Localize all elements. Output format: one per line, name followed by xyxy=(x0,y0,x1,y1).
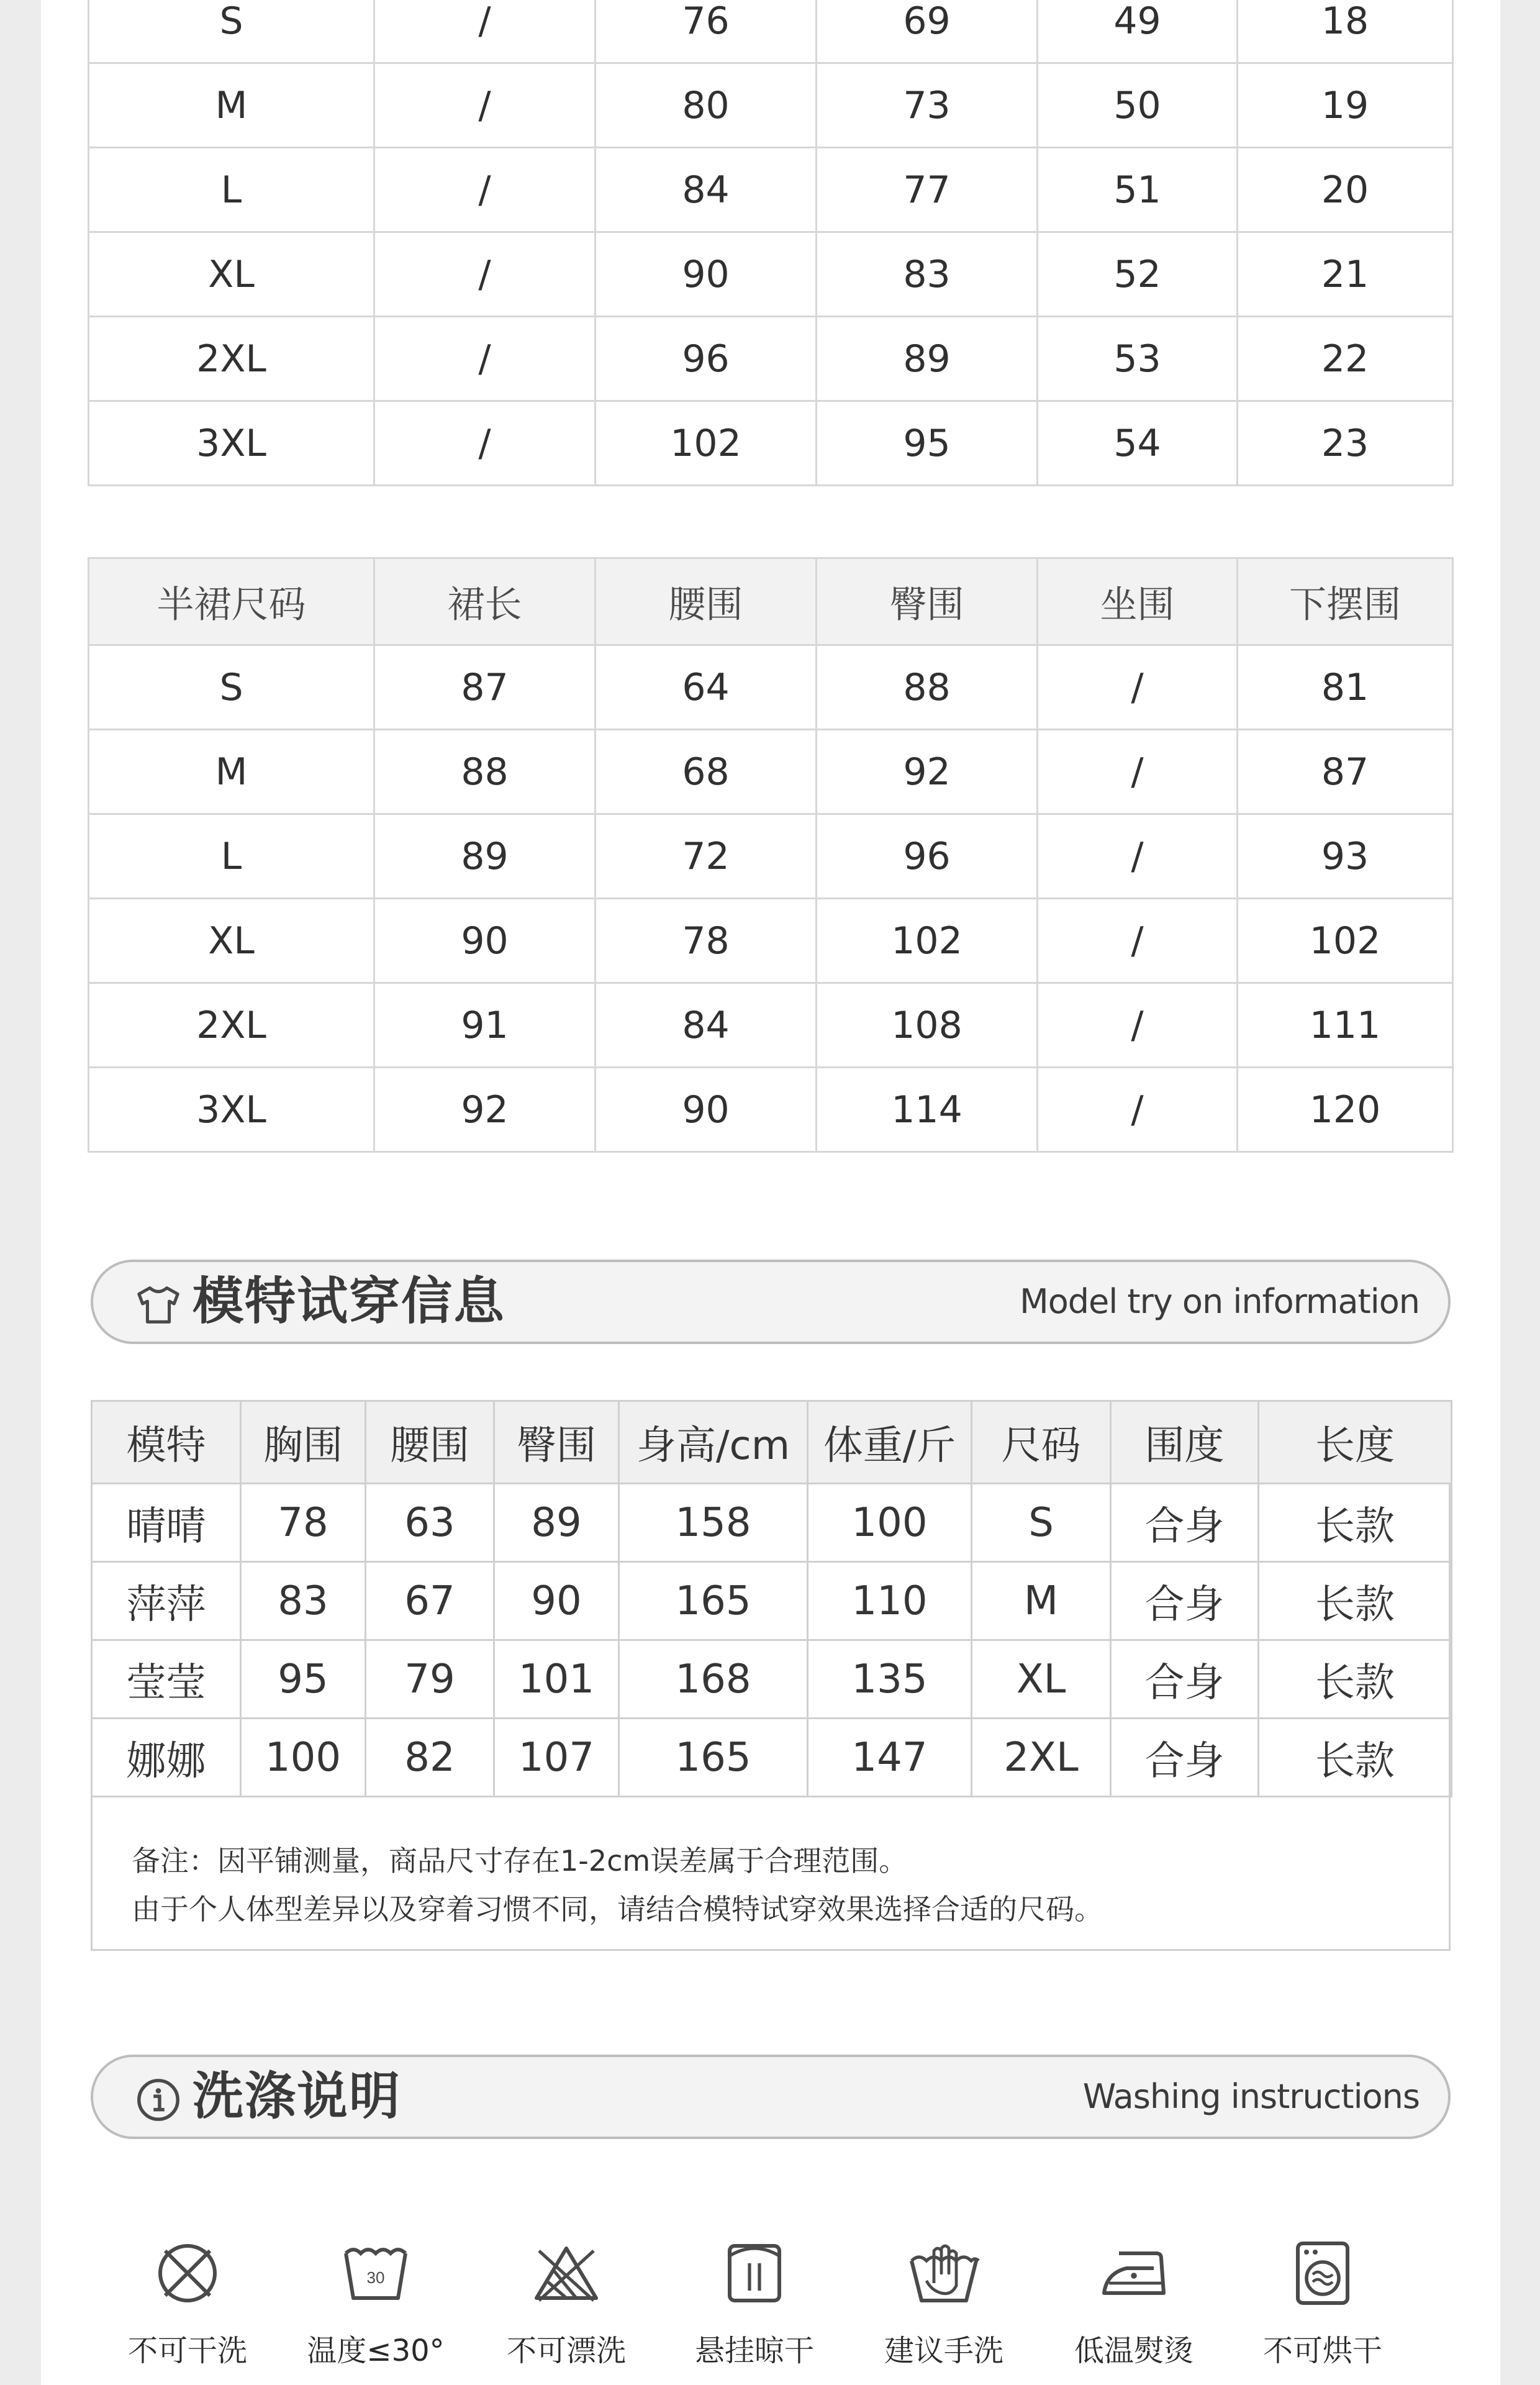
section-title: 模特试穿信息 xyxy=(192,1272,506,1331)
table-row xyxy=(89,148,1453,232)
table-cell: 72 xyxy=(596,814,817,899)
table-cell: / xyxy=(374,63,596,148)
size-cell: XL xyxy=(89,899,374,983)
table-cell: 93 xyxy=(1238,814,1453,899)
column-header: 体重/斤 xyxy=(808,1401,972,1484)
table-cell: 92 xyxy=(817,730,1038,814)
table-cell: 80 xyxy=(596,63,817,148)
table-cell: / xyxy=(1038,730,1238,814)
column-header: 下摆围 xyxy=(1238,558,1453,645)
table-cell: 90 xyxy=(596,1068,817,1152)
table-row xyxy=(89,63,1453,148)
table-cell: 53 xyxy=(1038,317,1238,401)
wash-item-wash-30 xyxy=(283,2236,469,2373)
table-cell: / xyxy=(1038,899,1238,983)
wash-section-header xyxy=(91,2055,1451,2139)
table-cell: / xyxy=(374,317,596,401)
table-cell: 22 xyxy=(1238,317,1453,401)
table-row xyxy=(89,0,1453,63)
table-cell: 114 xyxy=(817,1068,1038,1152)
table-cell: 111 xyxy=(1238,983,1453,1068)
table-cell: 18 xyxy=(1238,0,1453,63)
column-header: 半裙尺码 xyxy=(89,558,374,645)
table-cell: 52 xyxy=(1038,232,1238,317)
hand-wash-icon xyxy=(907,2236,981,2310)
section-title: 洗涤说明 xyxy=(192,2067,402,2126)
table-cell: / xyxy=(1038,983,1238,1068)
table-cell: 91 xyxy=(374,983,596,1068)
product-detail-page xyxy=(41,0,1500,2385)
wash-label: 悬挂晾干 xyxy=(694,2333,814,2368)
no-bleach-icon xyxy=(529,2236,604,2310)
table-row xyxy=(89,232,1453,317)
table-cell: 长款 xyxy=(1259,1640,1452,1719)
table-cell: 合身 xyxy=(1111,1484,1259,1562)
table-cell: / xyxy=(1038,645,1238,730)
table-cell: 19 xyxy=(1238,63,1453,148)
table-cell: 2XL xyxy=(972,1719,1111,1797)
table-cell: 88 xyxy=(817,645,1038,730)
size-cell: XL xyxy=(89,232,374,317)
wash-label: 不可烘干 xyxy=(1262,2333,1382,2368)
table-cell: 63 xyxy=(366,1484,494,1562)
table-cell: 101 xyxy=(494,1640,619,1719)
table-cell: 73 xyxy=(817,63,1038,148)
fit-note-line: 由于个人体型差异以及穿着习惯不同，请结合模特试穿效果选择合适的尺码。 xyxy=(132,1892,1103,1926)
column-header: 腰围 xyxy=(596,558,817,645)
table-cell: 21 xyxy=(1238,232,1453,317)
table-cell: 82 xyxy=(366,1719,494,1797)
wash-item-no-dry-clean xyxy=(94,2236,281,2373)
table-cell: 90 xyxy=(374,899,596,983)
table-row xyxy=(89,899,1453,983)
table-cell: 100 xyxy=(241,1719,366,1797)
table-cell: 67 xyxy=(366,1562,494,1640)
size-cell: S xyxy=(89,645,374,730)
wash-item-low-iron xyxy=(1041,2236,1227,2373)
table-cell: 102 xyxy=(1238,899,1453,983)
no-dry-clean-icon xyxy=(150,2236,225,2310)
table-cell: 102 xyxy=(817,899,1038,983)
column-header: 胸围 xyxy=(241,1401,366,1484)
size-cell: L xyxy=(89,148,374,232)
table-cell: 165 xyxy=(619,1562,808,1640)
table-cell: M xyxy=(972,1562,1111,1640)
column-header: 臀围 xyxy=(817,558,1038,645)
table-cell: 68 xyxy=(596,730,817,814)
size-cell: L xyxy=(89,814,374,899)
size-cell: 3XL xyxy=(89,1068,374,1152)
table-cell: 102 xyxy=(596,401,817,486)
model-name: 莹莹 xyxy=(92,1640,241,1719)
size-cell: M xyxy=(89,730,374,814)
table-cell: 69 xyxy=(817,0,1038,63)
table-row xyxy=(92,1719,1452,1797)
table-row xyxy=(89,645,1453,730)
table-cell: 81 xyxy=(1238,645,1453,730)
table-cell: 96 xyxy=(596,317,817,401)
fit-note-line: 备注：因平铺测量，商品尺寸存在1-2cm误差属于合理范围。 xyxy=(132,1844,908,1878)
info-icon xyxy=(134,2076,183,2124)
size-cell: M xyxy=(89,63,374,148)
table-cell: XL xyxy=(972,1640,1111,1719)
table-cell: 87 xyxy=(374,645,596,730)
table-cell: 合身 xyxy=(1111,1640,1259,1719)
table-cell: 89 xyxy=(494,1484,619,1562)
table-cell: 长款 xyxy=(1259,1484,1452,1562)
table-cell: 165 xyxy=(619,1719,808,1797)
wash-30-icon xyxy=(338,2236,413,2310)
table-cell: 87 xyxy=(1238,730,1453,814)
table-cell: 长款 xyxy=(1259,1719,1452,1797)
table-cell: 135 xyxy=(808,1640,972,1719)
table-cell: 54 xyxy=(1038,401,1238,486)
table-cell: 88 xyxy=(374,730,596,814)
hang-dry-icon xyxy=(717,2236,792,2310)
table-cell: 120 xyxy=(1238,1068,1453,1152)
section-subtitle: Model try on information xyxy=(1020,1282,1420,1321)
table-cell: S xyxy=(972,1484,1111,1562)
table-cell: / xyxy=(374,148,596,232)
column-header: 裙长 xyxy=(374,558,596,645)
table-header-row xyxy=(92,1401,1452,1484)
table-cell: 84 xyxy=(596,148,817,232)
wash-label: 温度≤30° xyxy=(307,2333,445,2368)
table-cell: 合身 xyxy=(1111,1719,1259,1797)
column-header: 身高/cm xyxy=(619,1401,808,1484)
table-cell: 92 xyxy=(374,1068,596,1152)
column-header: 尺码 xyxy=(972,1401,1111,1484)
table-cell: 158 xyxy=(619,1484,808,1562)
table-row xyxy=(89,730,1453,814)
table-cell: 76 xyxy=(596,0,817,63)
table-cell: 23 xyxy=(1238,401,1453,486)
table-cell: 95 xyxy=(817,401,1038,486)
wash-item-hand-wash xyxy=(851,2236,1037,2373)
tshirt-icon xyxy=(134,1281,183,1329)
table-cell: 89 xyxy=(817,317,1038,401)
table-cell: 83 xyxy=(241,1562,366,1640)
table-cell: 64 xyxy=(596,645,817,730)
top-size-table xyxy=(88,0,1454,486)
table-cell: / xyxy=(374,401,596,486)
wash-label: 低温熨烫 xyxy=(1074,2333,1194,2368)
size-cell: S xyxy=(89,0,374,63)
column-header: 臀围 xyxy=(494,1401,619,1484)
table-cell: 77 xyxy=(817,148,1038,232)
column-header: 坐围 xyxy=(1038,558,1238,645)
size-cell: 3XL xyxy=(89,401,374,486)
table-cell: 168 xyxy=(619,1640,808,1719)
table-row xyxy=(89,1068,1453,1152)
table-cell: 96 xyxy=(817,814,1038,899)
table-row xyxy=(92,1484,1452,1562)
table-row xyxy=(92,1640,1452,1719)
table-cell: 78 xyxy=(596,899,817,983)
table-row xyxy=(89,401,1453,486)
column-header: 围度 xyxy=(1111,1401,1259,1484)
model-name: 萍萍 xyxy=(92,1562,241,1640)
wash-item-no-bleach xyxy=(473,2236,659,2373)
column-header: 模特 xyxy=(92,1401,241,1484)
column-header: 腰围 xyxy=(366,1401,494,1484)
skirt-size-table xyxy=(88,557,1454,1153)
table-cell: 51 xyxy=(1038,148,1238,232)
table-cell: 90 xyxy=(494,1562,619,1640)
table-cell: 长款 xyxy=(1259,1562,1452,1640)
table-header-row xyxy=(89,558,1453,645)
table-cell: / xyxy=(374,0,596,63)
table-row xyxy=(89,317,1453,401)
model-name: 晴晴 xyxy=(92,1484,241,1562)
model-table xyxy=(91,1400,1452,1797)
table-cell: / xyxy=(1038,814,1238,899)
table-cell: 合身 xyxy=(1111,1562,1259,1640)
table-cell: / xyxy=(1038,1068,1238,1152)
wash-label: 不可干洗 xyxy=(127,2333,247,2368)
size-cell: 2XL xyxy=(89,317,374,401)
table-cell: 20 xyxy=(1238,148,1453,232)
model-section-header xyxy=(91,1260,1451,1344)
wash-item-hang-dry xyxy=(661,2236,848,2373)
table-cell: 89 xyxy=(374,814,596,899)
table-cell: 147 xyxy=(808,1719,972,1797)
section-subtitle: Washing instructions xyxy=(1082,2077,1420,2116)
table-cell: 95 xyxy=(241,1640,366,1719)
wash-label: 建议手洗 xyxy=(884,2333,1003,2368)
table-cell: 90 xyxy=(596,232,817,317)
table-cell: 50 xyxy=(1038,63,1238,148)
table-cell: 84 xyxy=(596,983,817,1068)
table-row xyxy=(89,983,1453,1068)
table-cell: / xyxy=(374,232,596,317)
table-cell: 100 xyxy=(808,1484,972,1562)
column-header: 长度 xyxy=(1259,1401,1452,1484)
table-cell: 110 xyxy=(808,1562,972,1640)
no-tumble-dry-icon xyxy=(1285,2236,1360,2310)
table-cell: 79 xyxy=(366,1640,494,1719)
wash-item-no-tumble-dry xyxy=(1230,2236,1416,2373)
table-cell: 108 xyxy=(817,983,1038,1068)
table-cell: 107 xyxy=(494,1719,619,1797)
table-row xyxy=(92,1562,1452,1640)
wash-label: 不可漂洗 xyxy=(506,2333,626,2368)
table-cell: 78 xyxy=(241,1484,366,1562)
table-cell: 83 xyxy=(817,232,1038,317)
low-iron-icon xyxy=(1097,2236,1171,2310)
size-cell: 2XL xyxy=(89,983,374,1068)
wash-temperature: 30 xyxy=(366,2268,385,2287)
table-cell: 49 xyxy=(1038,0,1238,63)
model-name: 娜娜 xyxy=(92,1719,241,1797)
table-row xyxy=(89,814,1453,899)
